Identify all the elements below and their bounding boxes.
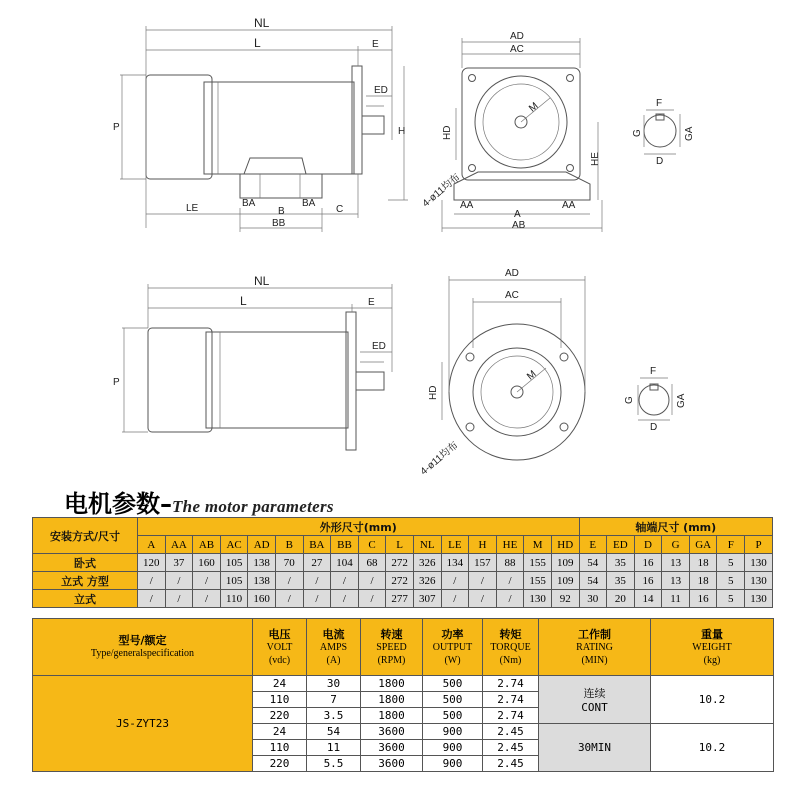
spec-model: JS-ZYT23: [33, 676, 253, 772]
spec-torque: 2.45: [483, 756, 539, 772]
spec-header-volt: 电压 VOLT (vdc): [253, 619, 307, 676]
dim-cell: 130: [524, 590, 552, 608]
spec-speed: 1800: [361, 692, 423, 708]
label-aa-2: AA: [562, 200, 576, 211]
dim-cell: 155: [524, 554, 552, 572]
dim-column-row: [33, 536, 773, 554]
spec-torque: 2.45: [483, 740, 539, 756]
dim-data-row: [33, 572, 773, 590]
dim-column-header: F: [717, 536, 745, 554]
spec-rating-cont: 连续 CONT: [539, 676, 651, 724]
dim-data-row: [33, 590, 773, 608]
dim-cell: 27: [303, 554, 331, 572]
dim-column-header: HD: [551, 536, 579, 554]
dim-column-header: ED: [607, 536, 635, 554]
dim-cell: 16: [689, 590, 717, 608]
spec-row: [33, 676, 774, 692]
dim-cell: 326: [413, 554, 441, 572]
dim-cell: 18: [689, 572, 717, 590]
dim-column-header: E: [579, 536, 607, 554]
spec-output: 500: [423, 708, 483, 724]
dim-cell: 160: [248, 590, 276, 608]
dim-cell: 88: [496, 554, 524, 572]
label-ac: AC: [510, 44, 524, 55]
motor-end-cap: [146, 75, 212, 179]
spec-volt: 220: [253, 756, 307, 772]
label-ba: BA: [242, 198, 256, 209]
dim-cell: /: [193, 572, 221, 590]
dim-column-header: AC: [220, 536, 248, 554]
label-ba-2: BA: [302, 198, 316, 209]
dim-cell: 14: [634, 590, 662, 608]
dim-cell: /: [469, 590, 497, 608]
label-ad: AD: [510, 31, 524, 42]
dim-cell: 20: [607, 590, 635, 608]
motor-end-cap-2: [148, 328, 212, 432]
label-f-2: F: [650, 366, 657, 377]
label-m-2: M: [525, 368, 539, 383]
dim-column-header: BB: [331, 536, 359, 554]
dim-column-header: LE: [441, 536, 469, 554]
label-g: G: [632, 129, 643, 137]
spec-amps: 7: [307, 692, 361, 708]
spec-output: 900: [423, 756, 483, 772]
dim-cell: /: [331, 572, 359, 590]
front-foot: [454, 172, 590, 200]
label-hole-note: 4-ø11均布: [420, 171, 463, 210]
dim-column-header: H: [469, 536, 497, 554]
label-ab: AB: [512, 220, 526, 231]
motor-shaft-2: [356, 372, 384, 390]
dim-column-header: C: [358, 536, 386, 554]
dim-cell: 30: [579, 590, 607, 608]
dim-cell: 130: [745, 554, 773, 572]
dim-cell: 272: [386, 572, 414, 590]
dim-column-header: HE: [496, 536, 524, 554]
label-l-2: L: [240, 294, 247, 308]
spec-torque: 2.74: [483, 692, 539, 708]
dim-cell: 92: [551, 590, 579, 608]
dim-cell: 35: [607, 554, 635, 572]
spec-torque: 2.45: [483, 724, 539, 740]
label-ad-2: AD: [505, 268, 519, 279]
mounting-foot: [240, 174, 322, 198]
spec-amps: 11: [307, 740, 361, 756]
dim-cell: 18: [689, 554, 717, 572]
spec-header-output: 功率 OUTPUT (W): [423, 619, 483, 676]
dim-cell: 272: [386, 554, 414, 572]
section-title: [64, 484, 334, 518]
dim-column-header: D: [634, 536, 662, 554]
spec-header-weight: 重量 WEIGHT (kg): [651, 619, 774, 676]
dim-cell: 37: [165, 554, 193, 572]
spec-volt: 110: [253, 740, 307, 756]
label-c: C: [336, 204, 344, 215]
shaft-key-detail-1: [632, 98, 695, 167]
spec-header-amps: 电流 AMPS (A): [307, 619, 361, 676]
label-p: P: [113, 122, 120, 133]
spec-amps: 5.5: [307, 756, 361, 772]
dim-cell: /: [331, 590, 359, 608]
spec-torque: 2.74: [483, 676, 539, 692]
label-h: H: [398, 126, 406, 137]
spec-header-speed: 转速 SPEED (RPM): [361, 619, 423, 676]
dim-cell: 104: [331, 554, 359, 572]
dim-column-header: BA: [303, 536, 331, 554]
label-aa: AA: [460, 200, 474, 211]
dim-cell: /: [496, 590, 524, 608]
dim-cell: /: [441, 590, 469, 608]
label-a: A: [514, 209, 521, 220]
dim-cell: 11: [662, 590, 690, 608]
label-ed-2: ED: [372, 341, 386, 352]
dim-cell: 157: [469, 554, 497, 572]
spec-weight-2: 10.2: [651, 724, 774, 772]
foot-mount-front-view: [419, 31, 602, 232]
dim-cell: 5: [717, 554, 745, 572]
dim-cell: /: [303, 590, 331, 608]
dim-cell: 138: [248, 572, 276, 590]
foot-mount-side-view: [113, 16, 408, 232]
motor-body: [204, 82, 354, 174]
dim-cell: 109: [551, 572, 579, 590]
dim-column-header: AD: [248, 536, 276, 554]
label-d-2: D: [650, 422, 658, 433]
label-m: M: [527, 100, 541, 115]
dim-row-header: 安装方式/尺寸: [33, 518, 138, 554]
spec-volt: 24: [253, 724, 307, 740]
spec-table: [32, 618, 774, 772]
dim-column-header: AA: [165, 536, 193, 554]
dim-cell: 130: [745, 590, 773, 608]
dim-column-header: G: [662, 536, 690, 554]
section-title-en: The motor parameters: [172, 497, 334, 516]
label-hd: HD: [442, 125, 453, 140]
dimension-table: [32, 517, 773, 608]
label-b: B: [278, 206, 285, 217]
label-nl-2: NL: [254, 274, 270, 288]
spec-volt: 24: [253, 676, 307, 692]
foot-base: [244, 158, 306, 174]
spec-speed: 1800: [361, 708, 423, 724]
spec-output: 500: [423, 692, 483, 708]
dim-column-header: L: [386, 536, 414, 554]
dim-cell: 307: [413, 590, 441, 608]
label-bb: BB: [272, 218, 286, 229]
spec-torque: 2.74: [483, 708, 539, 724]
section-title-zh: 电机参数: [64, 490, 160, 518]
dim-group-shaft: 轴端尺寸 (mm): [579, 518, 773, 536]
dim-cell: 16: [634, 572, 662, 590]
dim-group-outer: 外形尺寸(mm): [138, 518, 580, 536]
dim-cell: 35: [607, 572, 635, 590]
dim-cell: 326: [413, 572, 441, 590]
label-le: LE: [186, 203, 199, 214]
dim-cell: 155: [524, 572, 552, 590]
section-title-dash: –: [160, 490, 172, 518]
label-hole-note-2: 4-ø11均布: [418, 439, 461, 478]
label-ga: GA: [684, 126, 695, 141]
dim-cell: 54: [579, 554, 607, 572]
dim-cell: 5: [717, 572, 745, 590]
dim-column-header: P: [745, 536, 773, 554]
dim-row-label: 立式 方型: [33, 572, 138, 590]
dim-cell: /: [496, 572, 524, 590]
dim-cell: /: [165, 590, 193, 608]
dim-cell: /: [138, 572, 166, 590]
dim-cell: /: [358, 572, 386, 590]
dim-column-header: AB: [193, 536, 221, 554]
dim-cell: 16: [634, 554, 662, 572]
dim-cell: /: [193, 590, 221, 608]
spec-header-rating: 工作制 RATING (MIN): [539, 619, 651, 676]
dim-cell: 160: [193, 554, 221, 572]
dim-cell: 138: [248, 554, 276, 572]
spec-output: 500: [423, 676, 483, 692]
spec-header-row: [33, 619, 774, 676]
square-flange: [462, 68, 580, 180]
spec-speed: 3600: [361, 756, 423, 772]
spec-rating-30min: 30MIN: [539, 724, 651, 772]
label-nl: NL: [254, 16, 270, 30]
label-ed: ED: [374, 85, 388, 96]
label-hd-2: HD: [428, 385, 439, 400]
dim-column-header: M: [524, 536, 552, 554]
dim-cell: 5: [717, 590, 745, 608]
dim-column-header: B: [275, 536, 303, 554]
dim-cell: 70: [275, 554, 303, 572]
spec-speed: 3600: [361, 724, 423, 740]
dim-cell: 105: [220, 554, 248, 572]
dim-cell: 109: [551, 554, 579, 572]
spec-amps: 30: [307, 676, 361, 692]
dim-cell: /: [469, 572, 497, 590]
shaft-key-detail-2: [624, 366, 687, 433]
dim-row-label: 卧式: [33, 554, 138, 572]
flange-mount-side-view: [113, 274, 392, 450]
dim-cell: 110: [220, 590, 248, 608]
label-f: F: [656, 98, 663, 109]
label-e: E: [372, 39, 379, 50]
dim-cell: /: [275, 590, 303, 608]
dim-cell: 134: [441, 554, 469, 572]
motor-body-2: [206, 332, 348, 428]
label-p-2: P: [113, 377, 120, 388]
label-d: D: [656, 156, 664, 167]
flange-mount-front-view: [417, 268, 585, 478]
dim-header-row: [33, 518, 773, 536]
label-g-2: G: [624, 396, 635, 404]
spec-volt: 220: [253, 708, 307, 724]
dim-cell: 13: [662, 572, 690, 590]
spec-output: 900: [423, 724, 483, 740]
dim-cell: /: [138, 590, 166, 608]
dim-cell: /: [358, 590, 386, 608]
spec-volt: 110: [253, 692, 307, 708]
label-he: HE: [590, 152, 601, 166]
spec-output: 900: [423, 740, 483, 756]
spec-speed: 3600: [361, 740, 423, 756]
dim-cell: 13: [662, 554, 690, 572]
dim-cell: /: [303, 572, 331, 590]
spec-amps: 3.5: [307, 708, 361, 724]
dim-cell: 54: [579, 572, 607, 590]
dim-column-header: GA: [689, 536, 717, 554]
spec-weight-1: 10.2: [651, 676, 774, 724]
dim-column-header: NL: [413, 536, 441, 554]
dim-cell: /: [441, 572, 469, 590]
dim-data-row: [33, 554, 773, 572]
dim-cell: 277: [386, 590, 414, 608]
label-e-2: E: [368, 297, 375, 308]
dim-cell: 105: [220, 572, 248, 590]
dim-cell: /: [165, 572, 193, 590]
motor-shaft: [362, 116, 384, 134]
dim-row-label: 立式: [33, 590, 138, 608]
dim-cell: 120: [138, 554, 166, 572]
label-ga-2: GA: [676, 393, 687, 408]
spec-header-torque: 转矩 TORQUE (Nm): [483, 619, 539, 676]
dim-cell: 68: [358, 554, 386, 572]
spec-speed: 1800: [361, 676, 423, 692]
spec-amps: 54: [307, 724, 361, 740]
dim-cell: /: [275, 572, 303, 590]
label-l: L: [254, 36, 261, 50]
spec-header-model: 型号/额定 Type/generalspecification: [33, 619, 253, 676]
label-ac-2: AC: [505, 290, 519, 301]
dim-column-header: A: [138, 536, 166, 554]
dim-cell: 130: [745, 572, 773, 590]
